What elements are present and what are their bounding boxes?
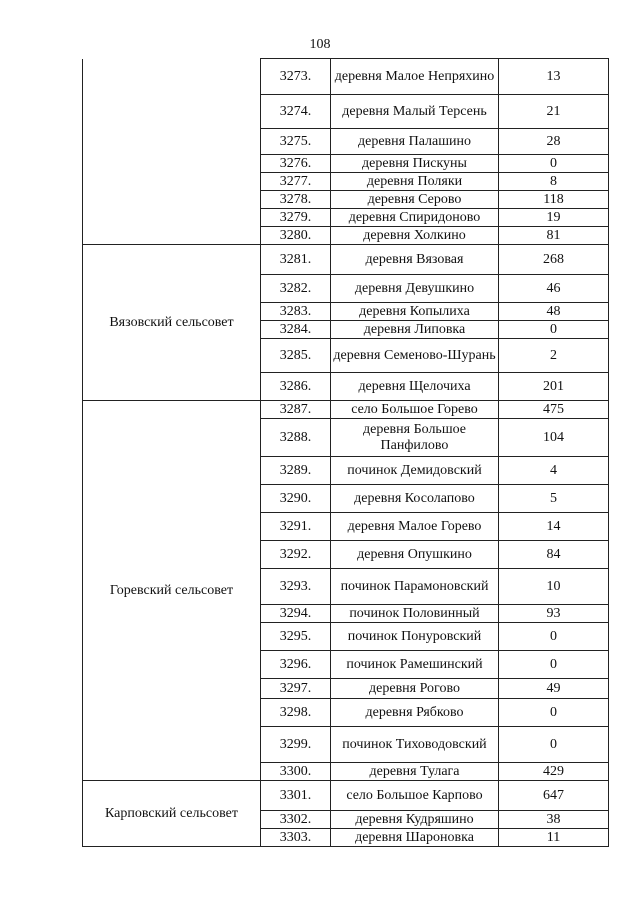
population-cell: 429 bbox=[499, 763, 609, 781]
settlement-name-cell: деревня Палашино bbox=[331, 129, 499, 155]
page-number: 108 bbox=[309, 37, 331, 52]
population-cell: 4 bbox=[499, 457, 609, 485]
settlement-name-cell: деревня Пискуны bbox=[331, 155, 499, 173]
council-cell bbox=[83, 59, 261, 245]
settlement-name-cell: деревня Липовка bbox=[331, 321, 499, 339]
population-cell: 118 bbox=[499, 191, 609, 209]
population-cell: 0 bbox=[499, 623, 609, 651]
settlement-name-cell: починок Понуровский bbox=[331, 623, 499, 651]
row-number-cell: 3276. bbox=[261, 155, 331, 173]
row-number-cell: 3278. bbox=[261, 191, 331, 209]
row-number-cell: 3287. bbox=[261, 401, 331, 419]
row-number-cell: 3284. bbox=[261, 321, 331, 339]
row-number-cell: 3290. bbox=[261, 485, 331, 513]
population-cell: 104 bbox=[499, 419, 609, 457]
row-number-cell: 3281. bbox=[261, 245, 331, 275]
population-cell: 46 bbox=[499, 275, 609, 303]
table-row bbox=[83, 59, 609, 95]
settlement-name-cell: деревня Малое Горево bbox=[331, 513, 499, 541]
row-number-cell: 3274. bbox=[261, 95, 331, 129]
population-cell: 475 bbox=[499, 401, 609, 419]
population-cell: 48 bbox=[499, 303, 609, 321]
population-cell: 10 bbox=[499, 569, 609, 605]
settlement-name-cell: деревня Семеново-Шурань bbox=[331, 339, 499, 373]
row-number-cell: 3299. bbox=[261, 727, 331, 763]
population-cell: 11 bbox=[499, 829, 609, 847]
population-cell: 647 bbox=[499, 781, 609, 811]
settlement-name-cell: деревня Девушкино bbox=[331, 275, 499, 303]
population-cell: 0 bbox=[499, 651, 609, 679]
population-cell: 21 bbox=[499, 95, 609, 129]
population-cell: 19 bbox=[499, 209, 609, 227]
row-number-cell: 3297. bbox=[261, 679, 331, 699]
settlement-name-cell: село Большое Горево bbox=[331, 401, 499, 419]
council-cell: Горевский сельсовет bbox=[83, 401, 261, 781]
settlements-table bbox=[82, 58, 609, 847]
settlement-name-cell: деревня Рябково bbox=[331, 699, 499, 727]
row-number-cell: 3288. bbox=[261, 419, 331, 457]
settlement-name-cell: деревня Копылиха bbox=[331, 303, 499, 321]
settlement-name-cell: деревня Тулага bbox=[331, 763, 499, 781]
population-cell: 2 bbox=[499, 339, 609, 373]
population-cell: 201 bbox=[499, 373, 609, 401]
row-number-cell: 3303. bbox=[261, 829, 331, 847]
population-cell: 268 bbox=[499, 245, 609, 275]
row-number-cell: 3282. bbox=[261, 275, 331, 303]
settlement-name-cell: починок Демидовский bbox=[331, 457, 499, 485]
settlement-name-cell: деревня Рогово bbox=[331, 679, 499, 699]
settlement-name-cell: деревня Опушкино bbox=[331, 541, 499, 569]
settlement-name-cell: деревня Малый Терсень bbox=[331, 95, 499, 129]
population-cell: 8 bbox=[499, 173, 609, 191]
population-cell: 28 bbox=[499, 129, 609, 155]
population-cell: 84 bbox=[499, 541, 609, 569]
settlement-name-cell: починок Половинный bbox=[331, 605, 499, 623]
row-number-cell: 3279. bbox=[261, 209, 331, 227]
table-body bbox=[83, 59, 609, 847]
settlement-name-cell: деревня Холкино bbox=[331, 227, 499, 245]
population-cell: 0 bbox=[499, 155, 609, 173]
row-number-cell: 3275. bbox=[261, 129, 331, 155]
row-number-cell: 3294. bbox=[261, 605, 331, 623]
settlement-name-cell: деревня Шароновка bbox=[331, 829, 499, 847]
row-number-cell: 3302. bbox=[261, 811, 331, 829]
table-row bbox=[83, 781, 609, 811]
row-number-cell: 3295. bbox=[261, 623, 331, 651]
settlement-name-cell: деревня Щелочиха bbox=[331, 373, 499, 401]
population-cell: 14 bbox=[499, 513, 609, 541]
settlement-name-cell: починок Тиховодовский bbox=[331, 727, 499, 763]
population-cell: 81 bbox=[499, 227, 609, 245]
population-cell: 0 bbox=[499, 699, 609, 727]
row-number-cell: 3301. bbox=[261, 781, 331, 811]
table-row bbox=[83, 245, 609, 275]
settlement-name-cell: деревня Кудряшино bbox=[331, 811, 499, 829]
population-cell: 49 bbox=[499, 679, 609, 699]
row-number-cell: 3280. bbox=[261, 227, 331, 245]
council-cell: Карповский сельсовет bbox=[83, 781, 261, 847]
population-cell: 0 bbox=[499, 727, 609, 763]
population-cell: 5 bbox=[499, 485, 609, 513]
settlement-name-cell: починок Рамешинский bbox=[331, 651, 499, 679]
row-number-cell: 3283. bbox=[261, 303, 331, 321]
row-number-cell: 3273. bbox=[261, 59, 331, 95]
row-number-cell: 3286. bbox=[261, 373, 331, 401]
settlement-name-cell: деревня Большое Панфилово bbox=[331, 419, 499, 457]
row-number-cell: 3293. bbox=[261, 569, 331, 605]
row-number-cell: 3296. bbox=[261, 651, 331, 679]
settlement-name-cell: деревня Спиридоново bbox=[331, 209, 499, 227]
population-cell: 38 bbox=[499, 811, 609, 829]
settlement-name-cell: деревня Косолапово bbox=[331, 485, 499, 513]
row-number-cell: 3277. bbox=[261, 173, 331, 191]
row-number-cell: 3285. bbox=[261, 339, 331, 373]
row-number-cell: 3300. bbox=[261, 763, 331, 781]
population-cell: 13 bbox=[499, 59, 609, 95]
row-number-cell: 3291. bbox=[261, 513, 331, 541]
row-number-cell: 3292. bbox=[261, 541, 331, 569]
council-cell: Вязовский сельсовет bbox=[83, 245, 261, 401]
settlement-name-cell: деревня Малое Непряхино bbox=[331, 59, 499, 95]
population-cell: 93 bbox=[499, 605, 609, 623]
table-row bbox=[83, 401, 609, 419]
settlement-name-cell: деревня Вязовая bbox=[331, 245, 499, 275]
settlement-name-cell: деревня Поляки bbox=[331, 173, 499, 191]
row-number-cell: 3298. bbox=[261, 699, 331, 727]
settlement-name-cell: деревня Серово bbox=[331, 191, 499, 209]
population-cell: 0 bbox=[499, 321, 609, 339]
settlement-name-cell: починок Парамоновский bbox=[331, 569, 499, 605]
settlement-name-cell: село Большое Карпово bbox=[331, 781, 499, 811]
row-number-cell: 3289. bbox=[261, 457, 331, 485]
